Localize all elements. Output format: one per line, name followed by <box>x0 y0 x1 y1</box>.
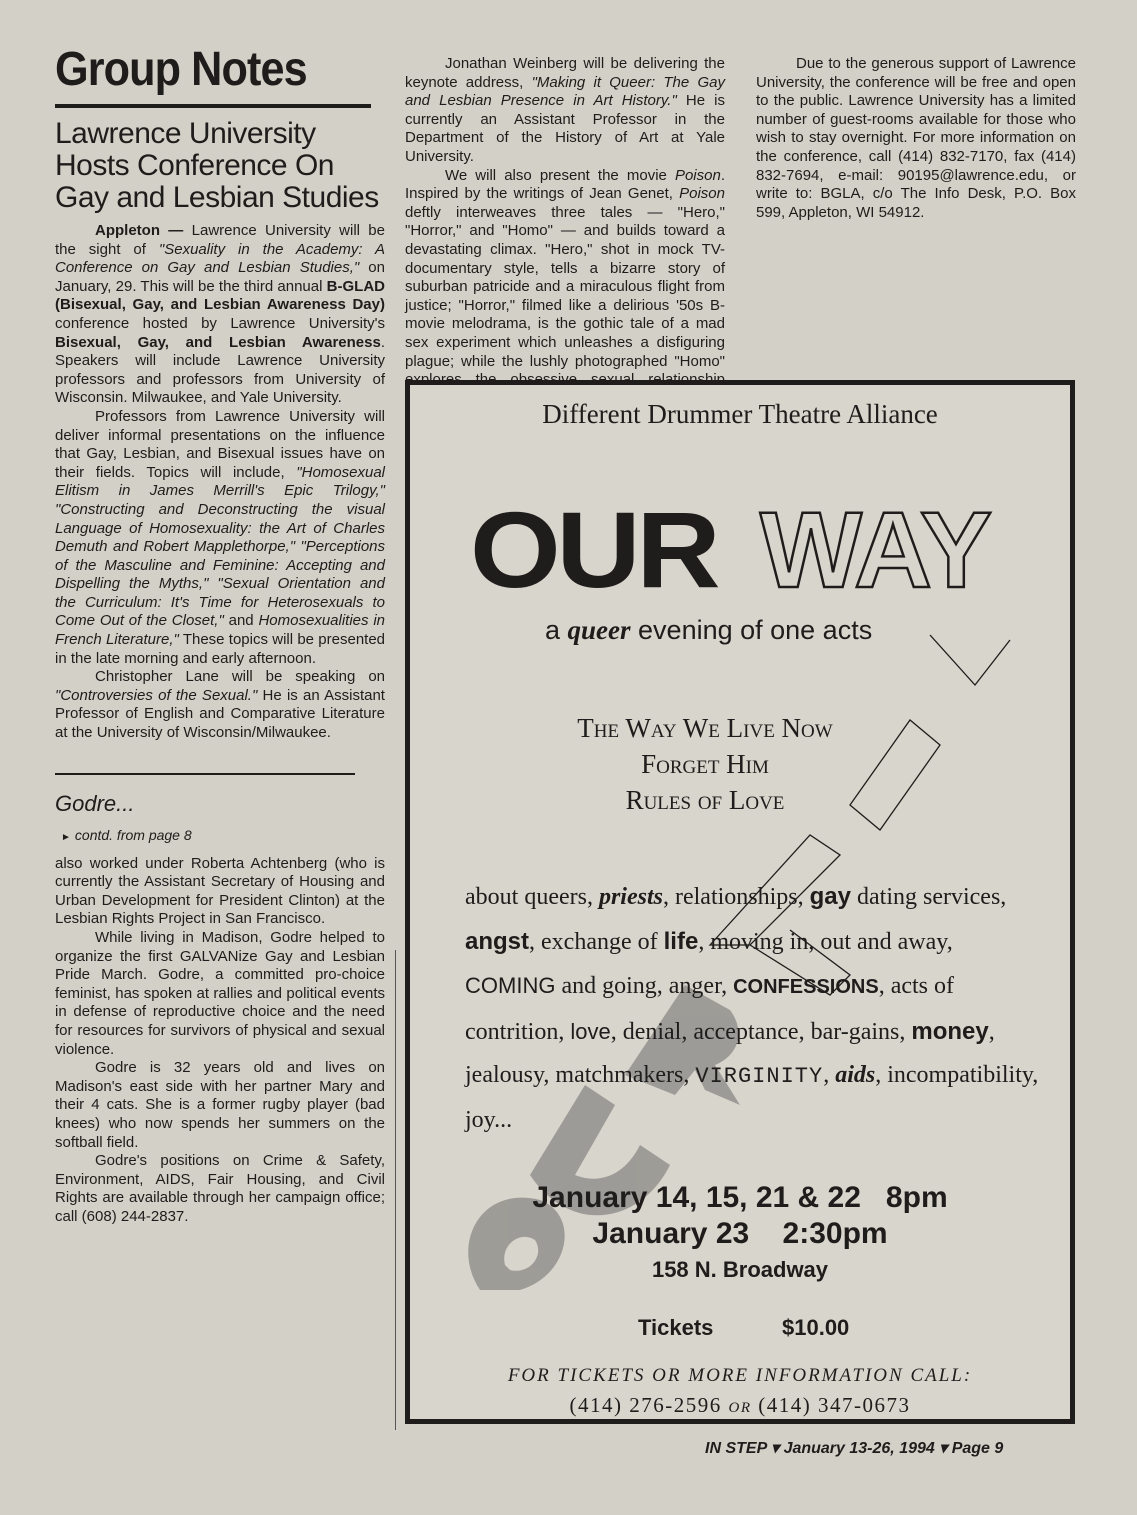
movie-title: Poison <box>679 185 725 203</box>
text: on January, 29. This will be the third annual <box>55 259 385 295</box>
text: , exchange of <box>529 928 664 955</box>
paragraph: also worked under Roberta Achtenberg (who is currently the Assistant Secretary of Housing and Urban Development for President Clinton) at the Lesbian Rights Project in San Francisco. <box>55 854 385 928</box>
text: . Inspired by the writings of Jean Genet, <box>405 166 725 203</box>
alliance-name: Different Drummer Theatre Alliance <box>542 399 938 429</box>
text: Jonathan Weinberg will be delivering the keynote address, <box>405 55 725 91</box>
movie-title: Poison <box>674 166 721 184</box>
word-money: money <box>911 1017 989 1045</box>
text: and <box>223 612 259 630</box>
text: , denial, acceptance, bar-gains, <box>610 1018 912 1045</box>
section-divider <box>55 773 355 775</box>
show-title: Rules of Love <box>625 785 785 815</box>
show-title: The Way We Live Now <box>577 713 833 743</box>
dates-line-1: January 14, 15, 21 & 22 8pm <box>532 1181 948 1214</box>
column-middle <box>405 55 725 408</box>
title-our: OUR <box>470 489 717 610</box>
text: Christopher Lane will be speaking on <box>95 668 385 686</box>
text: dating services, <box>851 884 1007 910</box>
godre-body <box>55 855 385 1227</box>
word-life: life <box>663 927 699 955</box>
section-title: Group Notes <box>55 43 307 96</box>
paragraph <box>55 668 385 742</box>
text: Professors from Lawrence University will deliver informal presentations on the influence that Gay, Lesbian, and Bisexual issues have on their fields. Topics will include, <box>55 407 385 481</box>
text: Lawrence University will be the sight of <box>55 222 385 258</box>
paragraph <box>55 222 385 408</box>
text: deftly interweaves three tales — "Hero," "Horror," and "Homo" — and builds toward a devastating climax. "Hero," shot in mock TV-documentary style, tells a bizarre story of suburban patricide and a miraculous flight from justice; "Horror," filmed like a delirious '50s B-movie melodrama, is the gothic tale of a mad sex experiment which unleashes a disfiguring plague; while the lushly photographed "Homo" <box>405 203 725 370</box>
text: , relationships, <box>662 884 810 910</box>
page-footer: IN STEP ▾ January 13-26, 1994 ▾ Page 9 <box>705 1440 1004 1457</box>
paragraph: Godre is 32 years old and lives on Madison's east side with her partner Mary and their 4 cats. She is a former rugby player (bad knees) who now spends her summers on the softball field. <box>55 1059 385 1151</box>
text: and going, anger, <box>555 973 734 999</box>
contd-text: contd. from page 8 <box>74 826 192 843</box>
talk-title: "Controversies of the Sexual." <box>55 686 258 704</box>
org-name: Bisexual, Gay, and Lesbian Awareness <box>55 333 381 351</box>
topic-last: Homosexualities in French Literature," <box>55 612 386 649</box>
text: , <box>823 1062 836 1088</box>
conference-title: "Sexuality in the Academy: A Conference on Gay and Lesbian Studies," <box>55 240 385 277</box>
theme-list <box>465 875 1040 1142</box>
show-dates <box>410 1180 1070 1288</box>
article-headline: Lawrence University Hosts Conference On Gay and Lesbian Studies <box>55 117 379 214</box>
bglad-name: B-GLAD (Bisexual, Gay, and Lesbian Awareness Day) <box>55 277 385 314</box>
show-title: Forget Him <box>641 749 769 779</box>
info-label: FOR TICKETS OR MORE INFORMATION CALL: <box>507 1365 973 1386</box>
text: , incompatibility, joy... <box>465 1062 1039 1133</box>
godre-title: Godre... <box>55 790 135 816</box>
paragraph: Due to the generous support of Lawrence University, the conference will be free and open to the public. Lawrence University has a limited number of guest-rooms available for those who wish to stay overnight. For more information on the conference, call (414) 832-7170, fax (414) 832-7694, e-mail: 90195@lawrence.edu, or write to: BGLA, c/o The Info Desk, P.O. Box 599, Appleton, WI 54912. <box>756 55 1076 221</box>
column-right <box>756 55 1076 222</box>
text: These topics will be presented in the late morning and early afternoon. <box>55 631 386 667</box>
column-divider <box>395 950 396 1430</box>
phone-number: (414) 276-2596 <box>569 1393 722 1417</box>
text: , jealousy, matchmakers, <box>465 1018 995 1088</box>
dateline: Appleton — <box>95 222 184 239</box>
text: or <box>721 1393 759 1417</box>
paragraph <box>55 408 385 668</box>
continued-from <box>61 827 385 843</box>
paragraph <box>405 167 725 409</box>
info-phones <box>410 1393 1070 1418</box>
article-body-part1 <box>55 222 385 743</box>
text: He is an Assistant Professor of English and Comparative Literature at the University of Wisconsin/Milwaukee. <box>55 686 385 742</box>
text: conference hosted by Lawrence University's <box>55 314 385 332</box>
paragraph: While living in Madison, Godre helped to organize the first GALVANize Gay and Lesbian Pride March. Godre, a committed pro-choice feminist, has spoken at rallies and political events in defense of reproductive choice and the need for resources for survivors of physical and sexual violence. <box>55 929 385 1058</box>
text: evening of one acts <box>630 615 873 645</box>
word-gay: gay <box>809 883 851 910</box>
text: , acts of contrition, <box>465 973 954 1045</box>
text: . Speakers will include Lawrence University professors and professors from University of Wisconsin. Milwaukee, and Yale University. <box>55 333 385 407</box>
word-love: love <box>570 1018 611 1044</box>
ticket-price: $10.00 <box>782 1315 850 1340</box>
title-way: WAY <box>760 489 991 610</box>
phone-number: (414) 347-0673 <box>758 1393 911 1417</box>
text: , moving in, out and away, <box>698 928 953 955</box>
queer-word: queer <box>567 615 631 645</box>
theatre-advertisement <box>405 380 1075 1424</box>
tickets-label: Tickets <box>638 1315 714 1340</box>
tagline <box>545 615 872 646</box>
keynote-title: "Making it Queer: The Gay and Lesbian Presence in Art History." <box>405 73 725 110</box>
text: a <box>545 615 568 645</box>
topic-list: "Homosexual Elitism in James Merrill's Epic Trilogy," "Constructing and Deconstructing the visual Language of Homosexuality: the Art of Charles Demuth and Robert Mapplethorpe," "Perceptions of the Masculine and Feminine: Accepting and Dispelling the Myths," "Sexual Orientation and the Curriculum: It's Time for Heterosexuals to Come Out of the Closet," <box>55 463 385 630</box>
word-confessions: CONFESSIONS <box>733 976 879 998</box>
show-list <box>410 710 1070 818</box>
word-virginity: VIRGINITY <box>695 1064 824 1089</box>
paragraph <box>405 55 725 167</box>
word-angst: angst <box>465 927 530 955</box>
venue-address: 158 N. Broadway <box>651 1257 829 1282</box>
paragraph: Godre's positions on Crime & Safety, Environment, AIDS, Fair Housing, and Civil Rights are available through her campaign office; call (608) 244-2837. <box>55 1152 385 1225</box>
word-coming: COMING <box>465 973 556 998</box>
text: We will also present the movie <box>445 166 675 184</box>
title-rule <box>55 104 371 108</box>
arrow-right-icon: ► <box>61 831 71 843</box>
column-left <box>55 40 385 1227</box>
word-aids: aids <box>835 1062 876 1088</box>
dates-line-2: January 23 2:30pm <box>592 1217 888 1250</box>
word-priests: priests <box>598 884 663 910</box>
text: He is currently an Assistant Professor in the Department of the History of Art at Yale University. <box>405 92 725 165</box>
text: about queers, <box>465 884 599 910</box>
